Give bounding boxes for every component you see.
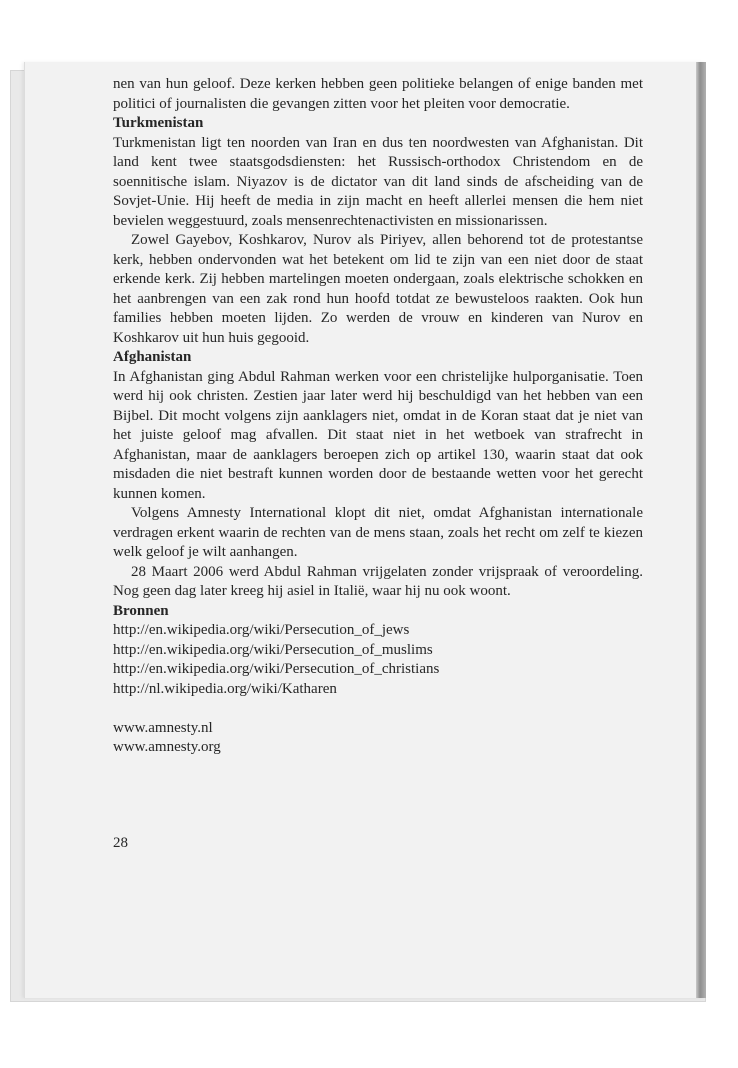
- source-link: http://en.wikipedia.org/wiki/Persecution_of_jews: [113, 622, 410, 638]
- source-site: www.amnesty.nl: [113, 719, 213, 736]
- heading-afghanistan: Afghanistan: [113, 349, 192, 365]
- heading-sources: Bronnen: [113, 602, 169, 619]
- afghanistan-paragraph-3: 28 Maart 2006 werd Abdul Rahman vrijgelaten zonder vrijspraak of veroordeling. Nog geen dag later kreeg hij asiel in Italië, waar hij nu ook woont.: [113, 563, 643, 599]
- intro-paragraph: nen van hun geloof. Deze kerken hebben geen politieke belangen of enige banden met politici of journalisten die gevangen zitten voor het pleiten voor democratie.: [113, 76, 643, 112]
- source-link: http://en.wikipedia.org/wiki/Persecution_of_christians: [113, 661, 440, 677]
- turkmenistan-paragraph-2: Zowel Gayebov, Koshkarov, Nurov als Piriyev, allen behorend tot de protestantse kerk, hebben ondervonden wat het betekent om lid te zijn van een niet door de staat erkende kerk. Zij hebben martelingen moeten ondergaan, zoals elektrische schokken en het aanbrengen van een zak rond hun hoofd totdat ze bewusteloos raakten. Ook hun families hebben moeten lijden. Zo werden de vrouw en kinderen van Nurov en Koshkarov uit hun huis gegooid.: [113, 232, 643, 346]
- afghanistan-paragraph-1: In Afghanistan ging Abdul Rahman werken voor een christelijke hulporganisatie. Toen werd hij ook christen. Zestien jaar later werd hij beschuldigd van het hebben van een Bijbel. Dit mocht volgens zijn aanklagers niet, omdat in de Koran staat dat je niet van het juiste geloof mag afvallen. Dit staat niet in het wetboek van strafrecht in Afghanistan, maar de aanklagers beroepen zich op artikel 130, waarin staat dat ook misdaden die niet bestraft kunnen worden door de bestaande wetten voor het gerecht kunnen komen.: [113, 368, 643, 502]
- body-text: [113, 75, 643, 758]
- afghanistan-paragraph-2: Volgens Amnesty International klopt dit niet, omdat Afghanistan internationale verdragen erkent waarin de rechten van de mens staan, zoals het recht om zelf te kiezen welk geloof je wilt aanhangen.: [113, 505, 643, 560]
- source-link: http://en.wikipedia.org/wiki/Persecution_of_muslims: [113, 641, 433, 658]
- source-link: http://nl.wikipedia.org/wiki/Katharen: [113, 680, 337, 697]
- turkmenistan-paragraph-1: Turkmenistan ligt ten noorden van Iran en dus ten noordwesten van Afghanistan. Dit land kent twee staatsgodsdiensten: het Russisch-orthodox Christendom en de soennitische islam. Niyazov is de dictator van dit land sinds de afscheiding van de Sovjet-Unie. Hij heeft de media in zijn macht en heeft allerlei mensen die hem niet bevielen weggestuurd, zoals mensenrechtenactivisten en missionarissen.: [113, 134, 643, 229]
- heading-turkmenistan: Turkmenistan: [113, 115, 204, 131]
- source-site: www.amnesty.org: [113, 739, 221, 755]
- page-number: 28: [113, 835, 128, 851]
- spacer: [113, 699, 643, 719]
- book-spine: [696, 62, 706, 998]
